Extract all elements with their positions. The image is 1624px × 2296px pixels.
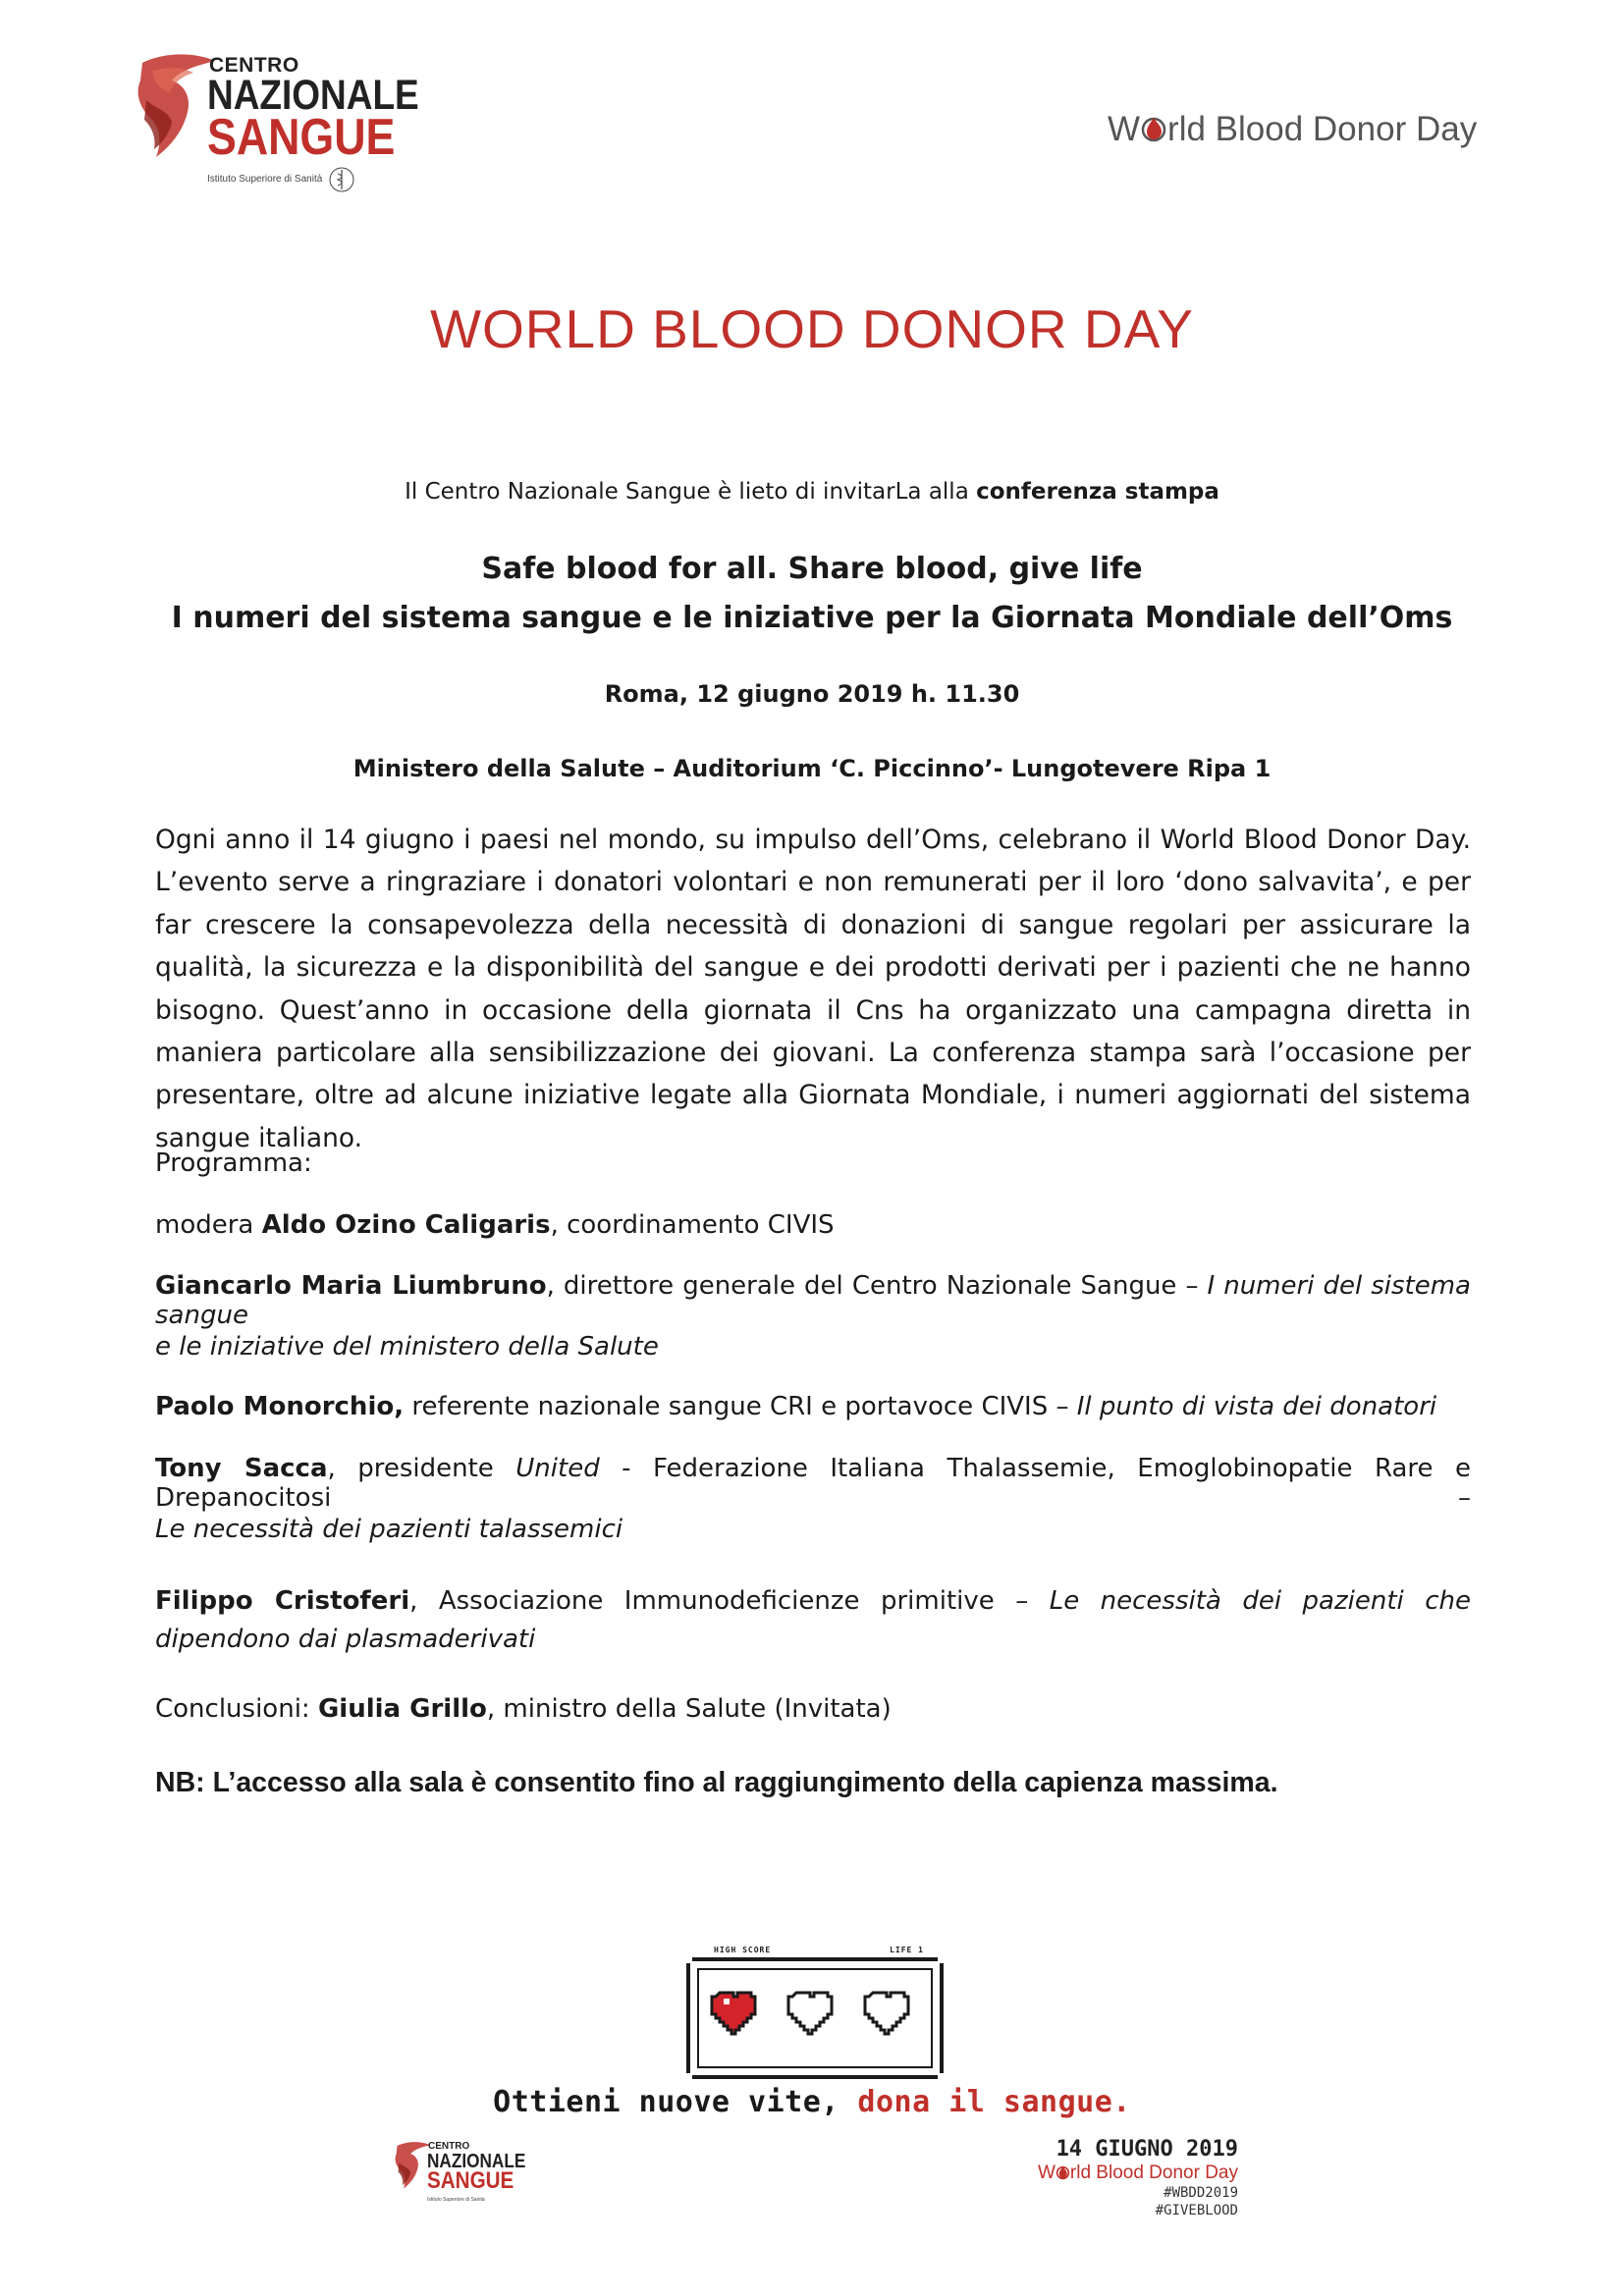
conclusions-role: , ministro della Salute (Invitata)	[486, 1694, 892, 1724]
moderator-prefix: modera	[155, 1210, 262, 1240]
date-line: Roma, 12 giugno 2019 h. 11.30	[604, 680, 1020, 708]
speaker4-name: Filippo Cristoferi	[155, 1586, 410, 1616]
subtitle-line1: Safe blood for all. Share blood, give life	[481, 552, 1143, 586]
campaign-tagline	[0, 2085, 1624, 2119]
wbdd-logo	[1108, 110, 1477, 151]
program-moderator	[155, 1210, 1471, 1240]
globe-drop-icon	[1140, 114, 1167, 143]
speaker1-name: Giancarlo Maria Liumbruno	[155, 1271, 547, 1301]
program-speaker3	[155, 1454, 1471, 1513]
footer-wbdd	[1038, 2163, 1238, 2184]
moderator-name: Aldo Ozino Caligaris	[261, 1210, 551, 1240]
footer-cns-line3: SANGUE	[427, 2167, 514, 2194]
speaker2-role: referente nazionale sangue CRI e portavoce CIVIS –	[404, 1392, 1077, 1421]
cns-logo-line2: NAZIONALE	[207, 72, 419, 119]
wbdd-logo-suffix: rld Blood Donor Day	[1167, 110, 1478, 148]
subtitle-line2: I numeri del sistema sangue e le iniziative per la Giornata Mondiale dell’Oms	[171, 601, 1453, 635]
venue-line: Ministero della Salute – Auditorium ‘C. Piccinno’- Lungotevere Ripa 1	[352, 755, 1272, 782]
speaker3-role-a: , presidente	[327, 1454, 516, 1483]
footer-cns-line1: CENTRO	[428, 2141, 470, 2152]
tagline-part2: dona il sangue.	[857, 2085, 1131, 2119]
speaker3-role-b: - Federazione Italiana Thalassemie, Emoglobinopatie Rare e Drepanocitosi –	[155, 1454, 1471, 1513]
cns-logo-line3: SANGUE	[207, 109, 396, 166]
intro-line	[0, 479, 1624, 505]
tagline-part1: Ottieni nuove vite,	[493, 2085, 858, 2119]
intro-text: Il Centro Nazionale Sangue è lieto di invitarLa alla	[405, 479, 977, 505]
speaker2-topic: Il punto di vista dei donatori	[1076, 1392, 1437, 1421]
life-label: LIFE 1	[890, 1946, 924, 1954]
speaker1-topic-part2: e le iniziative del ministero della Salute	[155, 1332, 659, 1362]
blood-drop-logo-icon	[393, 2140, 432, 2191]
iss-emblem-icon	[329, 165, 354, 194]
moderator-role: , coordinamento CIVIS	[550, 1210, 835, 1240]
footer-wbdd-prefix: W	[1037, 2163, 1056, 2183]
footer-date: 14 GIUGNO 2019	[1056, 2137, 1238, 2162]
footer-campaign-info	[1038, 2137, 1238, 2219]
heart-empty-icon	[865, 1993, 908, 2034]
program-speaker4	[155, 1582, 1471, 1659]
speaker4-role: , Associazione Immunodeficienze primitive –	[409, 1586, 1050, 1616]
speaker1-topic-part1: I numeri del sistema sangue	[155, 1271, 1471, 1330]
cns-logo-subtitle: Istituto Superiore di Sanità	[207, 174, 323, 185]
footer-hashtag1: #WBDD2019	[1164, 2185, 1238, 2201]
footer-cns-subtitle: Istituto Superiore di Sanità	[427, 2197, 485, 2203]
cns-logo	[133, 49, 419, 216]
page-title: WORLD BLOOD DONOR DAY	[430, 298, 1194, 359]
speaker4-topic: Le necessità dei pazienti che dipendono dai plasmaderivati	[155, 1586, 1471, 1654]
wbdd-logo-prefix: W	[1108, 110, 1141, 148]
conclusions-name: Giulia Grillo	[317, 1694, 487, 1724]
program-conclusions	[155, 1694, 1471, 1724]
heart-filled-icon	[712, 1993, 755, 2034]
footer-cns-logo	[393, 2140, 526, 2209]
program-speaker3-continued	[155, 1515, 1471, 1544]
conclusions-prefix: Conclusioni:	[155, 1694, 318, 1724]
program-speaker2	[155, 1392, 1471, 1421]
speaker1-role: , direttore generale del Centro Nazionale Sangue –	[546, 1271, 1208, 1301]
body-paragraph: Ogni anno il 14 giugno i paesi nel mondo, su impulso dell’Oms, celebrano il World Blood Donor Day. L’evento serve a ringraziare i donatori volontari e non remunerati per il loro ‘dono salvavita’, e per far crescere la consapevolezza della necessità di donazioni di sangue regolari per assicurare la qualità, la sicurezza e la disponibilità del sangue e dei prodotti derivati per i pazienti che ne hanno bisogno. Quest’anno in occasione della giornata il Cns ha organizzato una campagna diretta in maniera particolare alla sensibilizzazione dei giovani. La conferenza stampa sarà l’occasione per presentare, oltre ad alcune iniziative legate alla Giornata Mondiale, i numeri aggiornati del sistema sangue italiano.	[155, 825, 1471, 1153]
program-speaker1	[155, 1271, 1471, 1330]
pixel-game-graphic	[684, 1944, 946, 2081]
cns-logo-line1: CENTRO	[209, 54, 299, 77]
footer-hashtag2: #GIVEBLOOD	[1155, 2203, 1238, 2218]
speaker3-org: United	[515, 1454, 600, 1483]
program-speaker1-continued	[155, 1332, 1471, 1362]
footer-wbdd-suffix: rld Blood Donor Day	[1069, 2163, 1238, 2183]
heart-empty-icon	[788, 1993, 832, 2034]
blood-drop-logo-icon	[133, 51, 219, 161]
globe-drop-icon	[1056, 2164, 1070, 2180]
speaker3-name: Tony Sacca	[155, 1454, 328, 1483]
nb-note: NB: L’accesso alla sala è consentito fino al raggiungimento della capienza massima.	[155, 1767, 1278, 1798]
footer-cns-line2: NAZIONALE	[427, 2151, 526, 2172]
high-score-label: HIGH SCORE	[714, 1946, 772, 1954]
program-label: Programma:	[155, 1148, 312, 1178]
game-frame-box	[684, 1955, 946, 2081]
speaker3-topic: Le necessità dei pazienti talassemici	[155, 1515, 623, 1544]
intro-bold: conferenza stampa	[976, 479, 1219, 505]
speaker2-name: Paolo Monorchio,	[155, 1392, 405, 1421]
